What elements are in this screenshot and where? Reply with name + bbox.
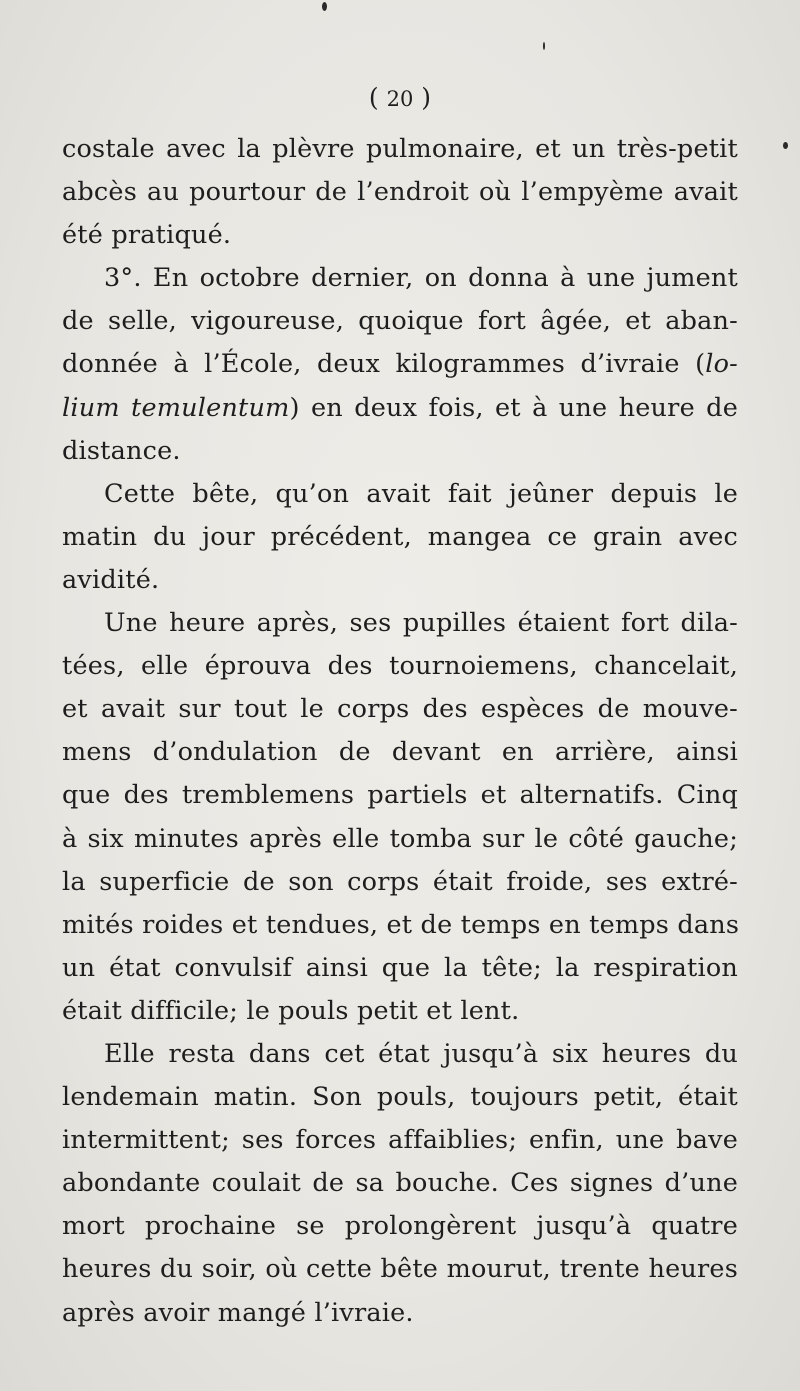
text-segment: que des tremblemens partiels et alternatifs. Cinq (62, 780, 738, 811)
text-segment: Cette bête, qu’on avait fait jeûner depuis le (104, 478, 738, 509)
text-line (62, 861, 738, 904)
text-line (62, 430, 738, 473)
text-segment: mens d’ondulation de devant en arrière, ainsi (62, 737, 738, 768)
italic-text: lo- (705, 349, 738, 380)
text-segment: 3°. En octobre dernier, on donna à une jument (104, 263, 738, 294)
text-segment: après avoir mangé l’ivraie. (62, 1297, 414, 1328)
text-line (62, 257, 738, 300)
text-segment: distance. (62, 435, 181, 466)
text-line (62, 990, 738, 1033)
text-line (62, 300, 738, 343)
text-line (62, 688, 738, 731)
text-line (62, 128, 738, 171)
text-line (62, 559, 738, 602)
text-line (62, 343, 738, 386)
scan-speck (543, 42, 545, 50)
text-segment: mités roides et tendues, et de temps en temps dans (62, 909, 740, 940)
text-segment: intermittent; ses forces affaiblies; enfin, une bave (62, 1125, 738, 1156)
page-number: ( 20 ) (368, 83, 432, 112)
text-line (62, 1248, 738, 1291)
scan-speck (322, 2, 327, 11)
text-segment: avidité. (62, 564, 160, 595)
text-segment: lendemain matin. Son pouls, toujours petit, était (62, 1082, 738, 1113)
text-line (62, 947, 738, 990)
text-line (62, 1205, 738, 1248)
text-line (62, 1162, 738, 1205)
text-line (62, 1033, 738, 1076)
text-segment: tées, elle éprouva des tournoiemens, chancelait, (62, 651, 738, 682)
text-segment: mort prochaine se prolongèrent jusqu’à quatre (62, 1211, 738, 1242)
text-segment: costale avec la plèvre pulmonaire, et un très-petit (62, 134, 738, 164)
text-line (62, 171, 738, 214)
italic-text: lium temulentum (62, 392, 290, 423)
text-segment: été pratiqué. (62, 220, 232, 251)
text-segment: heures du soir, où cette bête mourut, trente heures (62, 1254, 738, 1285)
text-segment: la superficie de son corps était froide, ses extré- (62, 866, 738, 897)
text-segment: était difficile; le pouls petit et lent. (62, 995, 520, 1026)
text-segment: un état convulsif ainsi que la tête; la respiration (62, 952, 738, 983)
text-segment: à six minutes après elle tomba sur le côté gauche; (62, 823, 738, 854)
text-segment: matin du jour précédent, mangea ce grain avec (62, 521, 738, 552)
text-line (62, 473, 738, 516)
text-segment: abcès au pourtour de l’endroit où l’empyème avait (62, 177, 738, 208)
text-segment: Elle resta dans cet état jusqu’à six heures du (104, 1038, 738, 1069)
text-segment: Une heure après, ses pupilles étaient fort dila- (104, 608, 738, 639)
text-line (62, 516, 738, 559)
text-segment: de selle, vigoureuse, quoique fort âgée, et aban- (62, 306, 738, 337)
text-line (62, 731, 738, 774)
text-segment: et avait sur tout le corps des espèces de mouve- (62, 694, 738, 725)
scan-speck (783, 142, 788, 149)
text-line (62, 1119, 738, 1162)
text-line (62, 387, 738, 430)
text-line (62, 1076, 738, 1119)
page-number-value: 20 (386, 87, 414, 111)
text-segment: ) en deux fois, et à une heure de (289, 392, 738, 423)
text-segment: donnée à l’École, deux kilogrammes d’ivraie ( (62, 349, 706, 380)
text-line (62, 904, 738, 947)
text-line (62, 1292, 738, 1335)
text-block (62, 128, 738, 1335)
text-line (62, 645, 738, 688)
text-segment: abondante coulait de sa bouche. Ces signes d’une (62, 1168, 738, 1199)
text-line (62, 818, 738, 861)
text-line (62, 602, 738, 645)
text-line (62, 774, 738, 817)
text-line (62, 214, 738, 257)
